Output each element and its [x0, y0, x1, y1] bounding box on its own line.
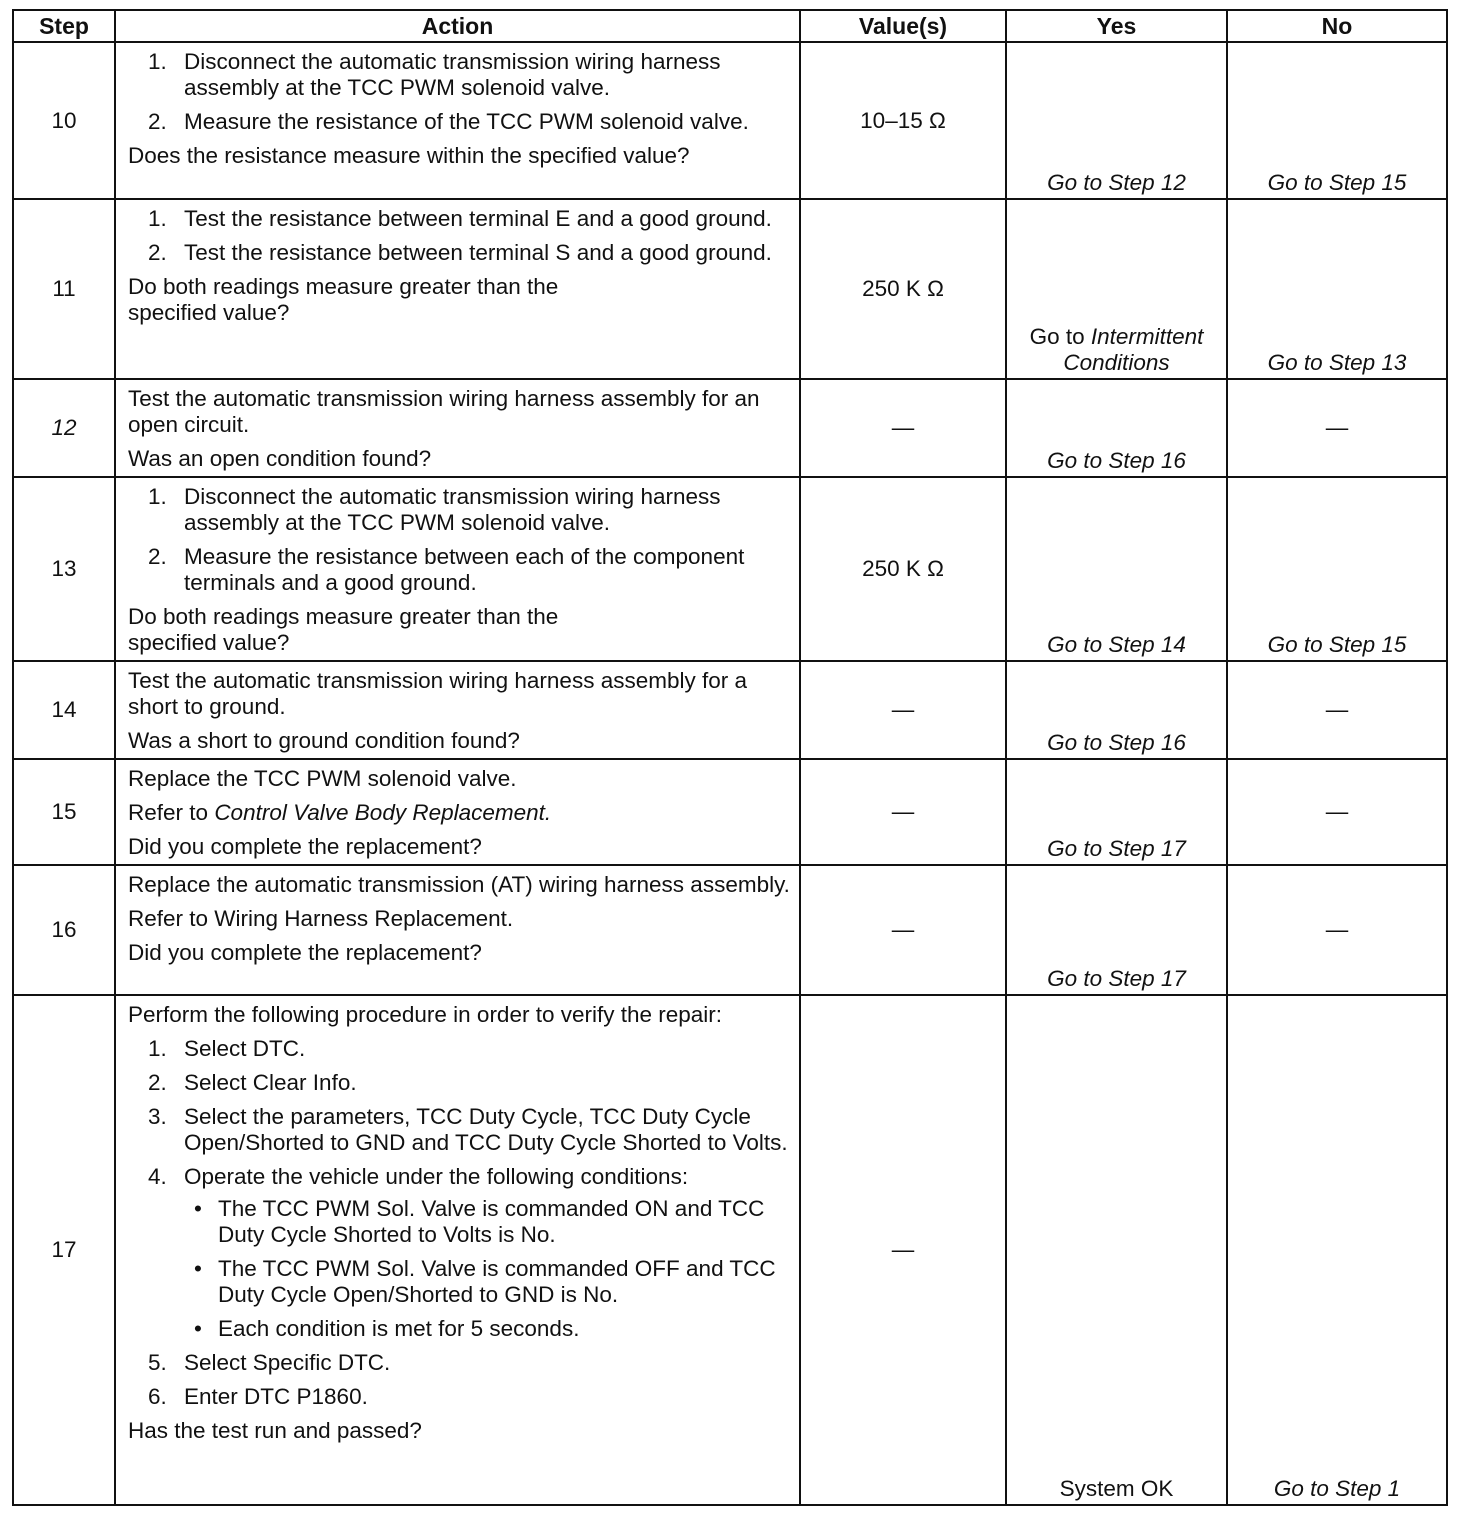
question-text: Has the test run and passed?	[128, 1418, 422, 1443]
no-result: —	[1325, 799, 1349, 824]
step-number: 11	[13, 199, 115, 379]
yes-cell	[1006, 995, 1227, 1505]
step-number: 10	[13, 42, 115, 199]
question-text: Did you complete the replacement?	[128, 940, 482, 965]
action-cell	[115, 199, 800, 379]
no-result: Go to Step 15	[1267, 632, 1407, 657]
no-cell	[1227, 379, 1447, 477]
value-cell: —	[800, 379, 1006, 477]
no-cell	[1227, 865, 1447, 995]
list-item: 6. Enter DTC P1860.	[148, 1384, 368, 1409]
table-row	[13, 661, 1447, 759]
yes-result: Go to Step 17	[1047, 836, 1186, 861]
yes-result: System OK	[1059, 1476, 1174, 1501]
yes-result: Go to Step 14	[1047, 632, 1186, 657]
question-text: Did you complete the replacement?	[128, 834, 482, 859]
step-number: 14	[13, 661, 115, 759]
table-row	[13, 865, 1447, 995]
no-result: —	[1325, 917, 1349, 942]
header-action: Action	[115, 10, 800, 42]
action-cell	[115, 379, 800, 477]
action-text: Replace the TCC PWM solenoid valve.	[128, 766, 517, 791]
yes-cell	[1006, 661, 1227, 759]
question-text: Was a short to ground condition found?	[128, 728, 520, 753]
yes-result: Go to Step 16	[1047, 730, 1186, 755]
list-item: 2. Measure the resistance of the TCC PWM solenoid valve.	[148, 109, 749, 134]
header-values: Value(s)	[800, 10, 1006, 42]
no-cell	[1227, 759, 1447, 865]
action-cell	[115, 865, 800, 995]
step-number: 16	[13, 865, 115, 995]
table-row	[13, 379, 1447, 477]
refer-text: Refer to Control Valve Body Replacement.	[128, 800, 552, 825]
action-text: Test the automatic transmission wiring harness assembly for a short to ground.	[128, 668, 748, 719]
value-cell: 250 K Ω	[800, 477, 1006, 661]
step-number: 12	[13, 379, 115, 477]
step-number: 13	[13, 477, 115, 661]
list-item: 1. Disconnect the automatic transmission wiring harness assembly at the TCC PWM solenoid valve.	[148, 484, 721, 535]
table-row	[13, 477, 1447, 661]
condition-list	[184, 1196, 791, 1342]
list-item: 2. Select Clear Info.	[148, 1070, 357, 1095]
yes-result: Go to Step 17	[1047, 966, 1186, 991]
refer-text: Refer to Wiring Harness Replacement.	[128, 906, 514, 931]
no-result: Go to Step 1	[1273, 1476, 1401, 1501]
yes-cell	[1006, 865, 1227, 995]
no-cell	[1227, 199, 1447, 379]
no-cell	[1227, 995, 1447, 1505]
action-cell	[115, 661, 800, 759]
list-item: 1. Disconnect the automatic transmission wiring harness assembly at the TCC PWM solenoid valve.	[148, 49, 721, 100]
list-item: 1. Select DTC.	[148, 1036, 306, 1061]
list-item: 4. Operate the vehicle under the following conditions: • The TCC PWM Sol. Valve is commanded ON and TCC Duty Cycle Shorted to Volts is No. • The TCC PWM Sol. Valve is commanded OFF and TCC Duty Cycle Open/Shorted to GND is No. • Each condition is met for 5 seconds.	[128, 1164, 791, 1342]
no-cell	[1227, 42, 1447, 199]
action-cell	[115, 42, 800, 199]
bullet-item: • The TCC PWM Sol. Valve is commanded ON and TCC Duty Cycle Shorted to Volts is No.	[184, 1196, 791, 1248]
question-text: Do both readings measure greater than the specified value?	[128, 604, 559, 655]
no-result: Go to Step 13	[1267, 350, 1407, 375]
yes-cell	[1006, 477, 1227, 661]
yes-cell	[1006, 759, 1227, 865]
yes-result: Go to Step 16	[1047, 448, 1186, 473]
no-result: Go to Step 15	[1267, 170, 1407, 195]
header-yes: Yes	[1006, 10, 1227, 42]
no-cell	[1227, 661, 1447, 759]
table-row	[13, 759, 1447, 865]
table-row	[13, 199, 1447, 379]
value-cell: —	[800, 661, 1006, 759]
step-number: 15	[13, 759, 115, 865]
action-cell	[115, 477, 800, 661]
table-row	[13, 42, 1447, 199]
value-cell: —	[800, 759, 1006, 865]
header-no: No	[1227, 10, 1447, 42]
action-cell	[115, 759, 800, 865]
question-text: Was an open condition found?	[128, 446, 432, 471]
action-cell	[115, 995, 800, 1505]
yes-cell	[1006, 42, 1227, 199]
action-text: Replace the automatic transmission (AT) wiring harness assembly.	[128, 872, 790, 897]
list-item: 2. Test the resistance between terminal S and a good ground.	[148, 240, 772, 265]
question-text: Does the resistance measure within the specified value?	[128, 143, 690, 168]
value-cell: —	[800, 865, 1006, 995]
intro-text: Perform the following procedure in order to verify the repair:	[128, 1002, 723, 1027]
list-item: 2. Measure the resistance between each of the component terminals and a good ground.	[148, 544, 745, 595]
list-item: 3. Select the parameters, TCC Duty Cycle, TCC Duty Cycle Open/Shorted to GND and TCC Duty Cycle Shorted to Volts.	[148, 1104, 788, 1155]
question-text: Do both readings measure greater than the specified value?	[128, 274, 559, 325]
list-item: 1. Test the resistance between terminal E and a good ground.	[148, 206, 772, 231]
no-cell	[1227, 477, 1447, 661]
yes-result: Go to Intermittent Conditions	[1029, 324, 1204, 375]
diagnostic-table	[12, 9, 1448, 1506]
action-text: Test the automatic transmission wiring harness assembly for an open circuit.	[128, 386, 760, 437]
bullet-item: • The TCC PWM Sol. Valve is commanded OFF and TCC Duty Cycle Open/Shorted to GND is No.	[184, 1256, 791, 1308]
yes-result: Go to Step 12	[1047, 170, 1186, 195]
list-item: 5. Select Specific DTC.	[148, 1350, 391, 1375]
no-result: —	[1325, 697, 1349, 722]
header-step: Step	[13, 10, 115, 42]
value-cell: —	[800, 995, 1006, 1505]
table-row	[13, 995, 1447, 1505]
no-result: —	[1325, 415, 1349, 440]
header-row	[13, 10, 1447, 42]
value-cell: 10–15 Ω	[800, 42, 1006, 199]
step-number: 17	[13, 995, 115, 1505]
value-cell: 250 K Ω	[800, 199, 1006, 379]
bullet-item: • Each condition is met for 5 seconds.	[184, 1316, 791, 1342]
yes-cell	[1006, 199, 1227, 379]
yes-cell	[1006, 379, 1227, 477]
